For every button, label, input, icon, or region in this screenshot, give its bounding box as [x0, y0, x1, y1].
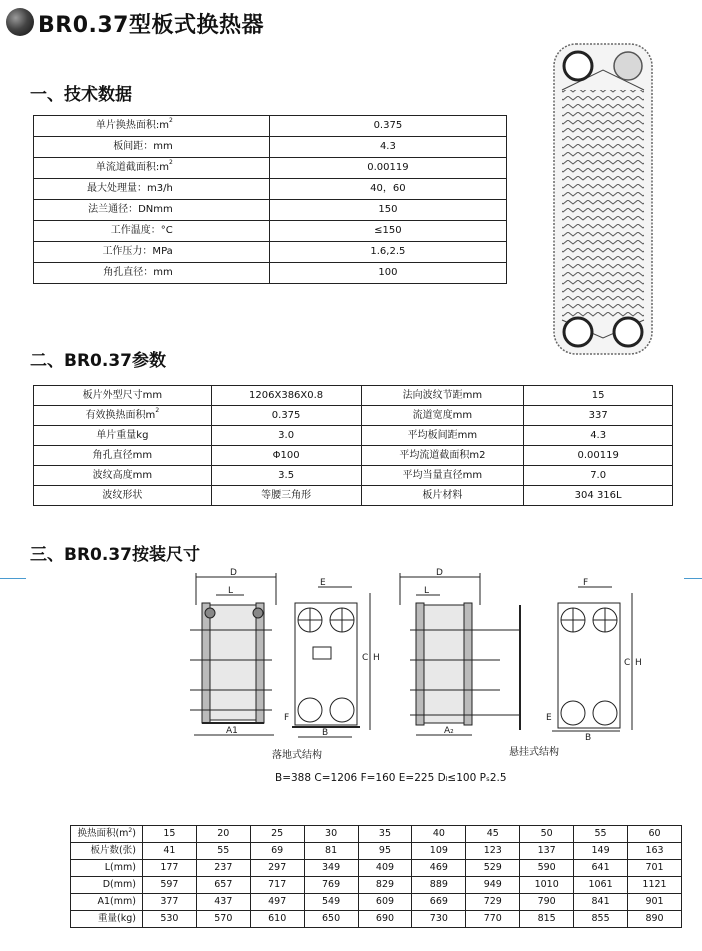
- dims-value: 1010: [520, 877, 574, 894]
- dims-value: 40: [412, 826, 466, 843]
- dims-value: 437: [196, 894, 250, 911]
- dims-label: A1(mm): [71, 894, 143, 911]
- tech-data-table: [33, 115, 507, 284]
- dim-H-hang: H: [635, 658, 642, 668]
- dims-value: 641: [574, 860, 628, 877]
- dims-value: 597: [142, 877, 196, 894]
- dims-label: 板片数(张): [71, 843, 143, 860]
- params-value: 3.0: [211, 426, 361, 446]
- tech-row: [34, 158, 507, 179]
- params-row: [34, 386, 673, 406]
- dim-F-hang: F: [583, 578, 589, 588]
- floor-front-view: [292, 587, 370, 737]
- dims-value: 770: [466, 911, 520, 928]
- dims-row: [71, 826, 682, 843]
- plate-port-bottom-left: [564, 318, 592, 346]
- tech-value: 0.00119: [269, 158, 506, 179]
- params-value: 0.375: [211, 406, 361, 426]
- dim-L-floor: L: [228, 586, 234, 596]
- page-title: BR0.37型板式换热器: [38, 13, 264, 38]
- dims-value: 409: [358, 860, 412, 877]
- params-row: [34, 466, 673, 486]
- tech-value: 4.3: [269, 137, 506, 158]
- tech-label: 角孔直径：mm: [34, 263, 270, 284]
- params-value: 15: [524, 386, 673, 406]
- params-label: 流道宽度mm: [361, 406, 524, 426]
- params-label: 板片材料: [361, 486, 524, 506]
- tech-label: 法兰通径：DNmm: [34, 200, 270, 221]
- params-table: [33, 385, 673, 506]
- section-title-install: 三、BR0.37按装尺寸: [30, 545, 200, 565]
- params-label: 角孔直径mm: [34, 446, 212, 466]
- dims-row: [71, 894, 682, 911]
- dims-value: 669: [412, 894, 466, 911]
- dims-value: 717: [250, 877, 304, 894]
- dim-B-hang: B: [585, 733, 592, 743]
- plate-port-top-right: [614, 52, 642, 80]
- params-value: 7.0: [524, 466, 673, 486]
- tech-label: 最大处理量：m3/h: [34, 179, 270, 200]
- tech-row: [34, 116, 507, 137]
- dims-label: 换热面积$(m^2)$: [71, 826, 143, 843]
- params-label: 法向波纹节距mm: [361, 386, 524, 406]
- dims-value: 35: [358, 826, 412, 843]
- params-label: 板片外型尺寸mm: [34, 386, 212, 406]
- hang-front-view: [552, 587, 632, 731]
- dims-value: 657: [196, 877, 250, 894]
- dim-E-floor: E: [320, 578, 326, 588]
- dim-B-floor: B: [322, 728, 329, 738]
- dim-D-floor: D: [230, 568, 237, 578]
- dims-value: 297: [250, 860, 304, 877]
- dim-F-floor: F: [284, 713, 290, 723]
- params-row: [34, 406, 673, 426]
- dims-value: 530: [142, 911, 196, 928]
- dims-value: 590: [520, 860, 574, 877]
- params-value: 4.3: [524, 426, 673, 446]
- dimension-formula: B=388 C=1206 F=160 E=225 Dₗ≤100 Pₛ2.5: [275, 772, 507, 784]
- params-label: 波纹形状: [34, 486, 212, 506]
- dims-value: 497: [250, 894, 304, 911]
- params-row: [34, 426, 673, 446]
- tech-value: 40，60: [269, 179, 506, 200]
- dims-value: 570: [196, 911, 250, 928]
- plate-port-bottom-right: [614, 318, 642, 346]
- tech-row: [34, 137, 507, 158]
- left-accent-line: [0, 578, 26, 579]
- tech-label: 工作温度：°C: [34, 221, 270, 242]
- plate-drawing: [548, 40, 658, 358]
- dims-value: 729: [466, 894, 520, 911]
- dims-value: 901: [628, 894, 682, 911]
- dim-A2: A₂: [444, 726, 454, 736]
- dims-label: D(mm): [71, 877, 143, 894]
- dims-value: 609: [358, 894, 412, 911]
- right-accent-line: [684, 578, 702, 579]
- dims-value: 469: [412, 860, 466, 877]
- dims-label: 重量(kg): [71, 911, 143, 928]
- params-label: 有效换热面积$m^2$: [34, 406, 212, 426]
- tech-value: 100: [269, 263, 506, 284]
- params-label: 平均当量直径mm: [361, 466, 524, 486]
- params-value: 3.5: [211, 466, 361, 486]
- tech-row: [34, 242, 507, 263]
- dim-E-hang: E: [546, 713, 552, 723]
- tech-row: [34, 179, 507, 200]
- dims-value: 30: [304, 826, 358, 843]
- tech-row: [34, 263, 507, 284]
- params-label: 单片重量kg: [34, 426, 212, 446]
- dims-value: 650: [304, 911, 358, 928]
- caption-hang: 悬挂式结构: [509, 747, 559, 758]
- params-value: 0.00119: [524, 446, 673, 466]
- dims-row: [71, 843, 682, 860]
- dims-value: 55: [196, 843, 250, 860]
- dims-value: 15: [142, 826, 196, 843]
- dims-value: 41: [142, 843, 196, 860]
- params-value: 1206X386X0.8: [211, 386, 361, 406]
- section-title-tech: 一、技术数据: [30, 85, 132, 105]
- tech-label: 工作压力：MPa: [34, 242, 270, 263]
- dims-value: 237: [196, 860, 250, 877]
- plate-corrugation: [562, 90, 644, 320]
- dim-C-hang: C: [624, 658, 631, 668]
- dims-value: 349: [304, 860, 358, 877]
- dims-value: 177: [142, 860, 196, 877]
- dims-value: 123: [466, 843, 520, 860]
- dims-value: 610: [250, 911, 304, 928]
- dims-value: 60: [628, 826, 682, 843]
- floor-side-view: [190, 573, 276, 735]
- params-label: 波纹高度mm: [34, 466, 212, 486]
- dims-value: 549: [304, 894, 358, 911]
- dimensions-table: [70, 825, 682, 928]
- dims-value: 163: [628, 843, 682, 860]
- dims-value: 55: [574, 826, 628, 843]
- dims-value: 377: [142, 894, 196, 911]
- dims-value: 730: [412, 911, 466, 928]
- params-value: 304 316L: [524, 486, 673, 506]
- dims-value: 815: [520, 911, 574, 928]
- plate-port-top-left: [564, 52, 592, 80]
- dims-value: 50: [520, 826, 574, 843]
- dims-row: [71, 911, 682, 928]
- dim-L-hang: L: [424, 586, 430, 596]
- dim-A1: A1: [226, 726, 238, 736]
- dims-value: 25: [250, 826, 304, 843]
- tech-value: 1.6,2.5: [269, 242, 506, 263]
- dims-value: 45: [466, 826, 520, 843]
- dims-label: L(mm): [71, 860, 143, 877]
- params-label: 平均流道截面积m2: [361, 446, 524, 466]
- title-bullet-icon: [6, 8, 34, 36]
- tech-row: [34, 200, 507, 221]
- tech-value: 150: [269, 200, 506, 221]
- dims-row: [71, 877, 682, 894]
- install-drawing: [180, 565, 640, 745]
- caption-floor: 落地式结构: [272, 750, 322, 761]
- dims-value: 81: [304, 843, 358, 860]
- hang-side-view: [400, 573, 520, 735]
- dims-value: 890: [628, 911, 682, 928]
- params-row: [34, 446, 673, 466]
- tech-value: 0.375: [269, 116, 506, 137]
- dims-value: 69: [250, 843, 304, 860]
- section-title-params: 二、BR0.37参数: [30, 351, 166, 371]
- dims-value: 889: [412, 877, 466, 894]
- dims-value: 855: [574, 911, 628, 928]
- dims-value: 20: [196, 826, 250, 843]
- dims-value: 790: [520, 894, 574, 911]
- params-value: 等腰三角形: [211, 486, 361, 506]
- dims-value: 949: [466, 877, 520, 894]
- dims-value: 149: [574, 843, 628, 860]
- dims-value: 1061: [574, 877, 628, 894]
- dims-value: 701: [628, 860, 682, 877]
- tech-label: 单流道截面积$:m^2$: [34, 158, 270, 179]
- dim-D-hang: D: [436, 568, 443, 578]
- dims-value: 529: [466, 860, 520, 877]
- dims-value: 829: [358, 877, 412, 894]
- tech-row: [34, 221, 507, 242]
- dims-value: 690: [358, 911, 412, 928]
- tech-label: 单片换热面积$:m^2$: [34, 116, 270, 137]
- dim-C-floor: C: [362, 653, 369, 663]
- dims-value: 109: [412, 843, 466, 860]
- tech-label: 板间距：mm: [34, 137, 270, 158]
- dim-H-floor: H: [373, 653, 380, 663]
- dims-value: 841: [574, 894, 628, 911]
- dims-value: 137: [520, 843, 574, 860]
- dims-value: 95: [358, 843, 412, 860]
- params-row: [34, 486, 673, 506]
- tech-value: ≤150: [269, 221, 506, 242]
- dims-value: 1121: [628, 877, 682, 894]
- params-value: Φ100: [211, 446, 361, 466]
- dims-value: 769: [304, 877, 358, 894]
- params-label: 平均板间距mm: [361, 426, 524, 446]
- dims-row: [71, 860, 682, 877]
- params-value: 337: [524, 406, 673, 426]
